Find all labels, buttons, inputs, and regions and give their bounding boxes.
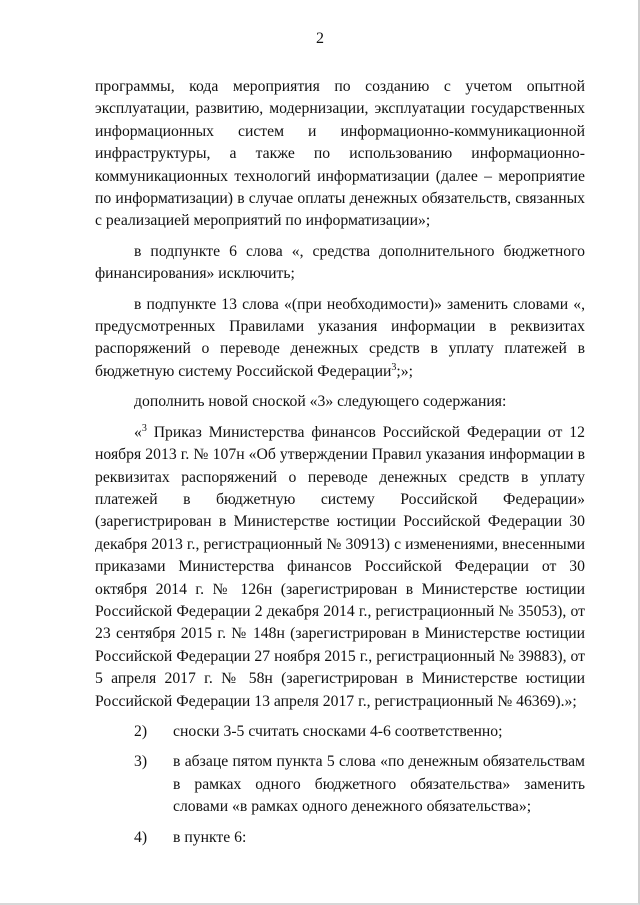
document-body — [95, 76, 585, 849]
list-item-number: 3) — [134, 753, 148, 771]
footnote-open-quote: « — [134, 423, 142, 441]
list-item — [95, 827, 585, 849]
paragraph-add-footnote: дополнить новой сноской «3» следующего содержания: — [134, 393, 507, 411]
paragraph-subpoint-13 — [95, 294, 585, 384]
subpoint-13-ending: ;»; — [396, 362, 413, 380]
list-item-text: в абзаце пятом пункта 5 слова «по денежным обязательствам в рамках одного бюджетного обязательства» заменить словами «в рамках одного денежного обязательства»; — [173, 753, 585, 816]
list-item — [95, 751, 585, 818]
list-item — [95, 721, 585, 743]
footnote-number: 3 — [141, 422, 147, 434]
paragraph-programs-continuation: программы, кода мероприятия по созданию с учетом опытной эксплуатации, развитию, модернизации, эксплуатации государственных информационных систем и информационно-коммуникационной инфраструктуры, а также по использованию информационно-коммуникационных технологий информатизации (далее – мероприятие по информатизации) в случае оплаты денежных обязательств, связанных с реализацией мероприятий по информатизации»; — [95, 78, 585, 230]
list-item-text: в пункте 6: — [173, 828, 247, 846]
list-item-number: 2) — [134, 722, 148, 740]
paragraph-footnote-text — [95, 422, 585, 713]
footnote-body: Приказ Министерства финансов Российской Федерации от 12 ноября 2013 г. № 107н «Об утверждении Правил указания информации в реквизитах распоряжений о переводе денежных средств в уплату платежей в бюджетную систему Российской Федерации» (зарегистрирован в Министерстве юстиции Российской Федерации 30 декабря 2013 г., регистрационный № 30913) с изменениями, внесенными приказами Министерства финансов Российской Федерации от 30 октября 2014 г. № 126н (зарегистрирован в Министерстве юстиции Российской Федерации 2 декабря 2014 г., регистрационный № 35053), от 23 сентября 2015 г. № 148н (зарегистрирован в Министерстве юстиции Российской Федерации 27 ноября 2015 г., регистрационный № 39883), от 5 апреля 2017 г. № 58н (зарегистрирован в Министерстве юстиции Российской Федерации 13 апреля 2017 г., регистрационный № 46369).»; — [95, 423, 585, 710]
subpoint-13-text: в подпункте 13 слова «(при необходимости)» заменить словами «, предусмотренных Правилами указания информации в реквизитах распоряжений о переводе денежных средств в уплату платежей в бюджетную систему Российской Федерации — [95, 295, 585, 380]
footnote-marker: 3 — [391, 361, 397, 373]
paragraph-subpoint-6: в подпункте 6 слова «, средства дополнительного бюджетного финансирования» исключить; — [95, 242, 585, 283]
list-item-number: 4) — [134, 828, 148, 846]
list-item-text: сноски 3-5 считать сносками 4-6 соответственно; — [173, 722, 503, 740]
page-number: 2 — [316, 30, 324, 47]
